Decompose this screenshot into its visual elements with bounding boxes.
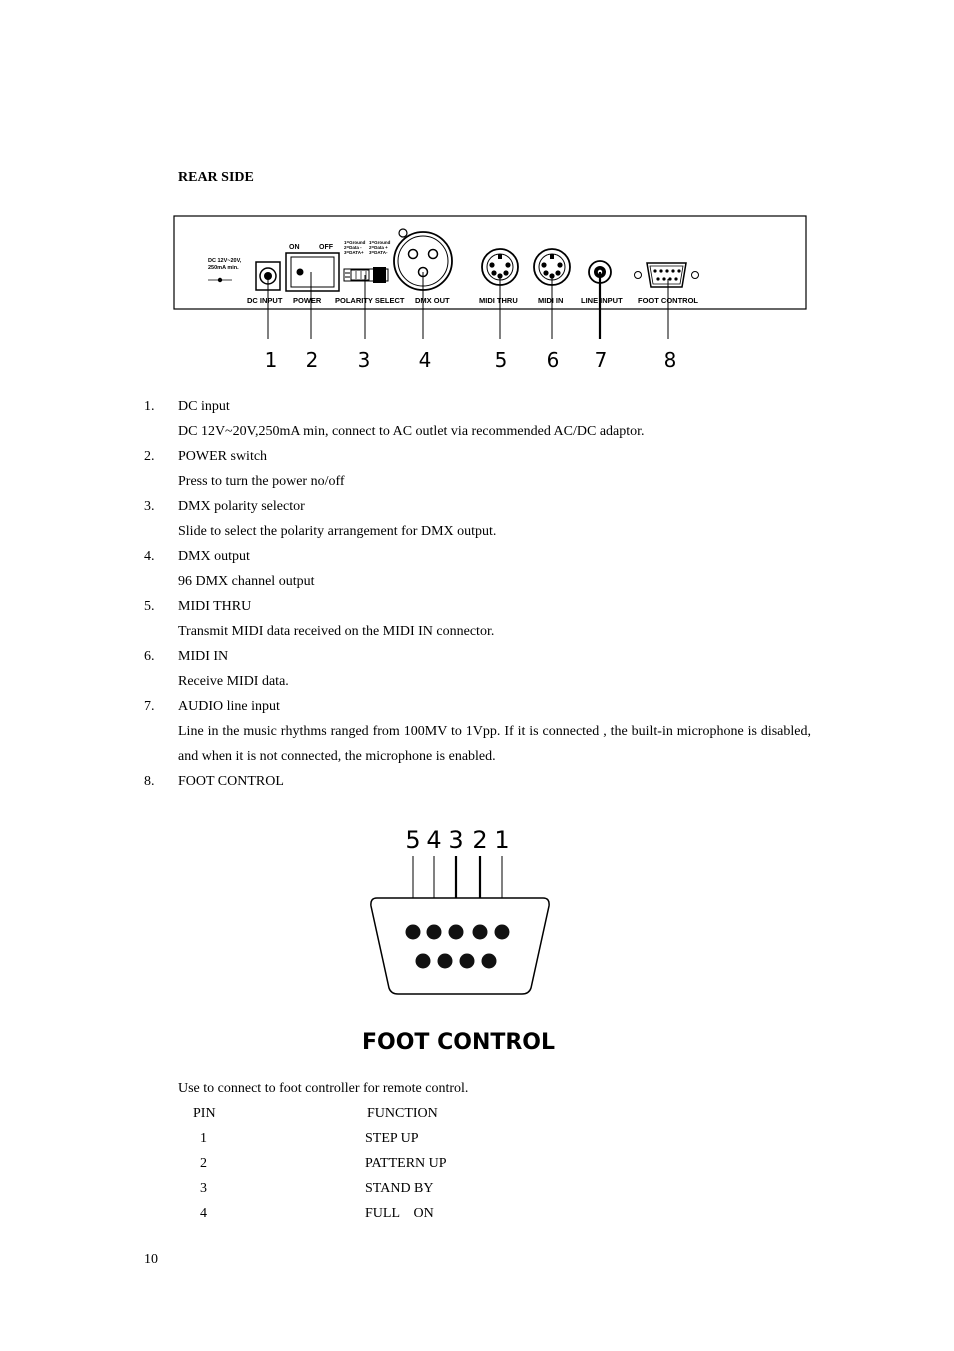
list-item-number: 6. [144, 649, 155, 664]
pin-number-label: 2 [472, 826, 488, 854]
table-cell-function: PATTERN UP [365, 1156, 447, 1171]
foot-control-db9-icon [635, 263, 699, 287]
foot-control-intro: Use to connect to foot controller for remote control. [178, 1081, 469, 1096]
page-number: 10 [144, 1252, 158, 1267]
label-midi-thru: MIDI THRU [479, 296, 518, 305]
table-cell-pin: 3 [200, 1181, 207, 1196]
list-item-title: DMX polarity selector [178, 499, 305, 514]
db9-connector-icon [371, 898, 549, 994]
polarity-left-3: 3=DATA+ [344, 250, 364, 255]
callout-number-7: 7 [594, 348, 608, 372]
polarity-slide-switch-icon [344, 267, 388, 283]
table-cell-function: STEP UP [365, 1131, 419, 1146]
list-item-number: 4. [144, 549, 155, 564]
pin-number-label: 3 [448, 826, 464, 854]
power-off-label: OFF [319, 244, 333, 251]
callout-number-6: 6 [546, 348, 560, 372]
power-switch-icon [286, 253, 339, 291]
callout-number-1: 1 [264, 348, 278, 372]
callout-number-4: 4 [418, 348, 432, 372]
callout-number-8: 8 [663, 348, 677, 372]
label-foot-control: FOOT CONTROL [638, 296, 698, 305]
power-on-label: ON [289, 244, 300, 251]
table-cell-pin: 4 [200, 1206, 207, 1221]
pin-number-label: 5 [405, 826, 421, 854]
polarity-left-1: 1=Ground [344, 240, 366, 245]
rear-panel-diagram [170, 212, 820, 377]
list-item-number: 2. [144, 449, 155, 464]
pin-number-label: 1 [494, 826, 510, 854]
table-header-function: FUNCTION [367, 1106, 438, 1121]
table-header-pin: PIN [193, 1106, 216, 1121]
section-heading: REAR SIDE [178, 170, 254, 185]
table-cell-function: FULL ON [365, 1206, 434, 1221]
list-item-title: MIDI THRU [178, 599, 252, 614]
list-item-description: Line in the music rhythms ranged from 100MV to 1Vpp. If it is connected , the built-in microphone is disabled, and when it is not connected, the microphone is enabled. [178, 724, 811, 764]
label-dmx-out: DMX OUT [415, 296, 450, 305]
dc-spec-line-2: 250mA min. [208, 265, 239, 271]
table-cell-pin: 2 [200, 1156, 207, 1171]
list-item-number: 3. [144, 499, 155, 514]
polarity-right-1: 1=Ground [369, 240, 391, 245]
polarity-left-2: 2=Data - [344, 245, 362, 250]
list-item-title: DMX output [178, 549, 250, 564]
label-midi-in: MIDI IN [538, 296, 564, 305]
polarity-right-3: 3=DATA- [369, 250, 388, 255]
foot-control-pin-diagram [355, 822, 565, 1062]
list-item-description: Press to turn the power no/off [178, 474, 345, 489]
list-item-description: DC 12V~20V,250mA min, connect to AC outlet via recommended AC/DC adaptor. [178, 424, 645, 439]
label-power: POWER [293, 296, 322, 305]
dc-polarity-symbol-icon [208, 278, 232, 282]
callout-number-3: 3 [357, 348, 371, 372]
list-item-number: 1. [144, 399, 155, 414]
pin-number-label: 4 [426, 826, 442, 854]
table-cell-pin: 1 [200, 1131, 207, 1146]
table-cell-function: STAND BY [365, 1181, 434, 1196]
list-item-title: MIDI IN [178, 649, 229, 664]
callout-number-5: 5 [494, 348, 508, 372]
list-item-title: DC input [178, 399, 230, 414]
list-item-number: 7. [144, 699, 155, 714]
label-line-input: LINE INPUT [581, 296, 623, 305]
list-item-title: AUDIO line input [178, 699, 280, 714]
list-item-description: 96 DMX channel output [178, 574, 315, 589]
list-item-description: Slide to select the polarity arrangement for DMX output. [178, 524, 497, 539]
callout-number-2: 2 [305, 348, 319, 372]
label-dc-input: DC INPUT [247, 296, 283, 305]
list-item-number: 8. [144, 774, 155, 789]
foot-control-title: FOOT CONTROL [362, 1030, 556, 1055]
dc-spec-line-1: DC 12V~20V, [208, 258, 242, 264]
list-item-description: Transmit MIDI data received on the MIDI IN connector. [178, 624, 495, 639]
list-item-title: POWER switch [178, 449, 268, 464]
list-item-description: Receive MIDI data. [178, 674, 289, 689]
label-polarity-select: POLARITY SELECT [335, 296, 405, 305]
polarity-right-2: 2=Data + [369, 245, 388, 250]
list-item-number: 5. [144, 599, 155, 614]
list-item-title: FOOT CONTROL [178, 774, 284, 789]
